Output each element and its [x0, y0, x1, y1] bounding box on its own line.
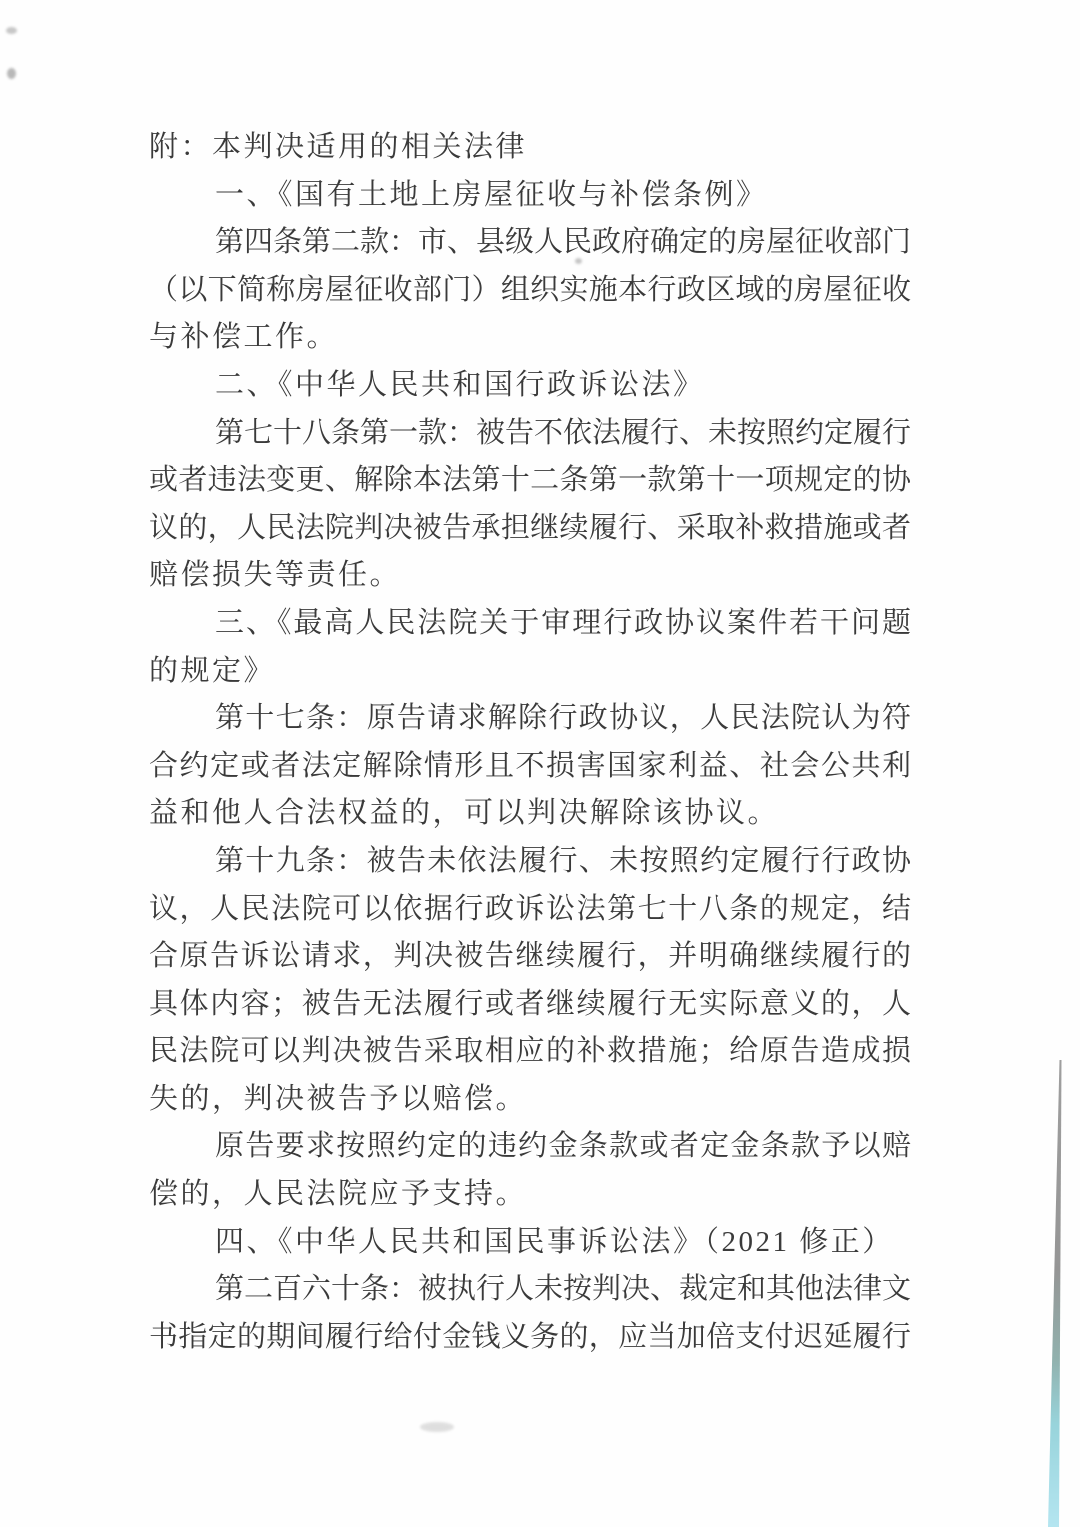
- text-line: 第七十八条第一款：被告不依法履行、未按照约定履行: [215, 416, 912, 449]
- text-line: 一、《国有土地上房屋征收与补偿条例》: [215, 178, 768, 211]
- text-line: 赔偿损失等责任。: [149, 559, 402, 592]
- text-line: 原告要求按照约定的违约金条款或者定金条款予以赔: [215, 1130, 911, 1163]
- text-line: 三、《最高人民法院关于审理行政协议案件若干问题: [215, 606, 911, 639]
- text-line: 益和他人合法权益的，可以判决解除该协议。: [149, 797, 780, 830]
- text-line: 或者违法变更、解除本法第十二条第一款第十一项规定的协: [149, 464, 911, 497]
- text-line: 合约定或者法定解除情形且不损害国家利益、社会公共利: [149, 749, 911, 782]
- text-line: 第十九条：被告未依法履行、未按照约定履行行政协: [215, 844, 911, 877]
- scan-smudge: [420, 1422, 454, 1432]
- text-line: （以下简称房屋征收部门）组织实施本行政区域的房屋征收: [149, 273, 911, 306]
- text-line: 附：本判决适用的相关法律: [149, 131, 528, 163]
- text-line: 议的，人民法院判决被告承担继续履行、采取补救措施或者: [149, 511, 911, 544]
- text-line: 第十七条：原告请求解除行政协议，人民法院认为符: [215, 702, 911, 735]
- text-line: 的规定》: [149, 654, 276, 687]
- text-line: 书指定的期间履行给付金钱义务的，应当加倍支付迟延履行: [149, 1320, 911, 1353]
- page-edge-line: [1048, 1060, 1062, 1527]
- text-line: 具体内容；被告无法履行或者继续履行无实际意义的，人: [149, 987, 911, 1020]
- text-line: 第二百六十条：被执行人未按判决、裁定和其他法律文: [215, 1273, 912, 1306]
- text-line: 失的，判决被告予以赔偿。: [149, 1082, 528, 1115]
- scan-smudge: [7, 68, 16, 79]
- document-text-block: [149, 124, 911, 1361]
- text-line: 第四条第二款：市、县级人民政府确定的房屋征收部门: [215, 226, 912, 259]
- text-line: 民法院可以判决被告采取相应的补救措施；给原告造成损: [149, 1035, 911, 1068]
- text-line: 偿的，人民法院应予支持。: [149, 1178, 528, 1211]
- text-line: 议，人民法院可以依据行政诉讼法第七十八条的规定，结: [149, 892, 911, 925]
- text-line: 二、《中华人民共和国行政诉讼法》: [215, 368, 705, 401]
- text-line: 与补偿工作。: [149, 321, 339, 354]
- scan-smudge: [6, 27, 17, 34]
- text-line: 合原告诉讼请求，判决被告继续履行，并明确继续履行的: [149, 940, 911, 973]
- text-line: 四、《中华人民共和国民事诉讼法》（2021 修正）: [215, 1225, 894, 1258]
